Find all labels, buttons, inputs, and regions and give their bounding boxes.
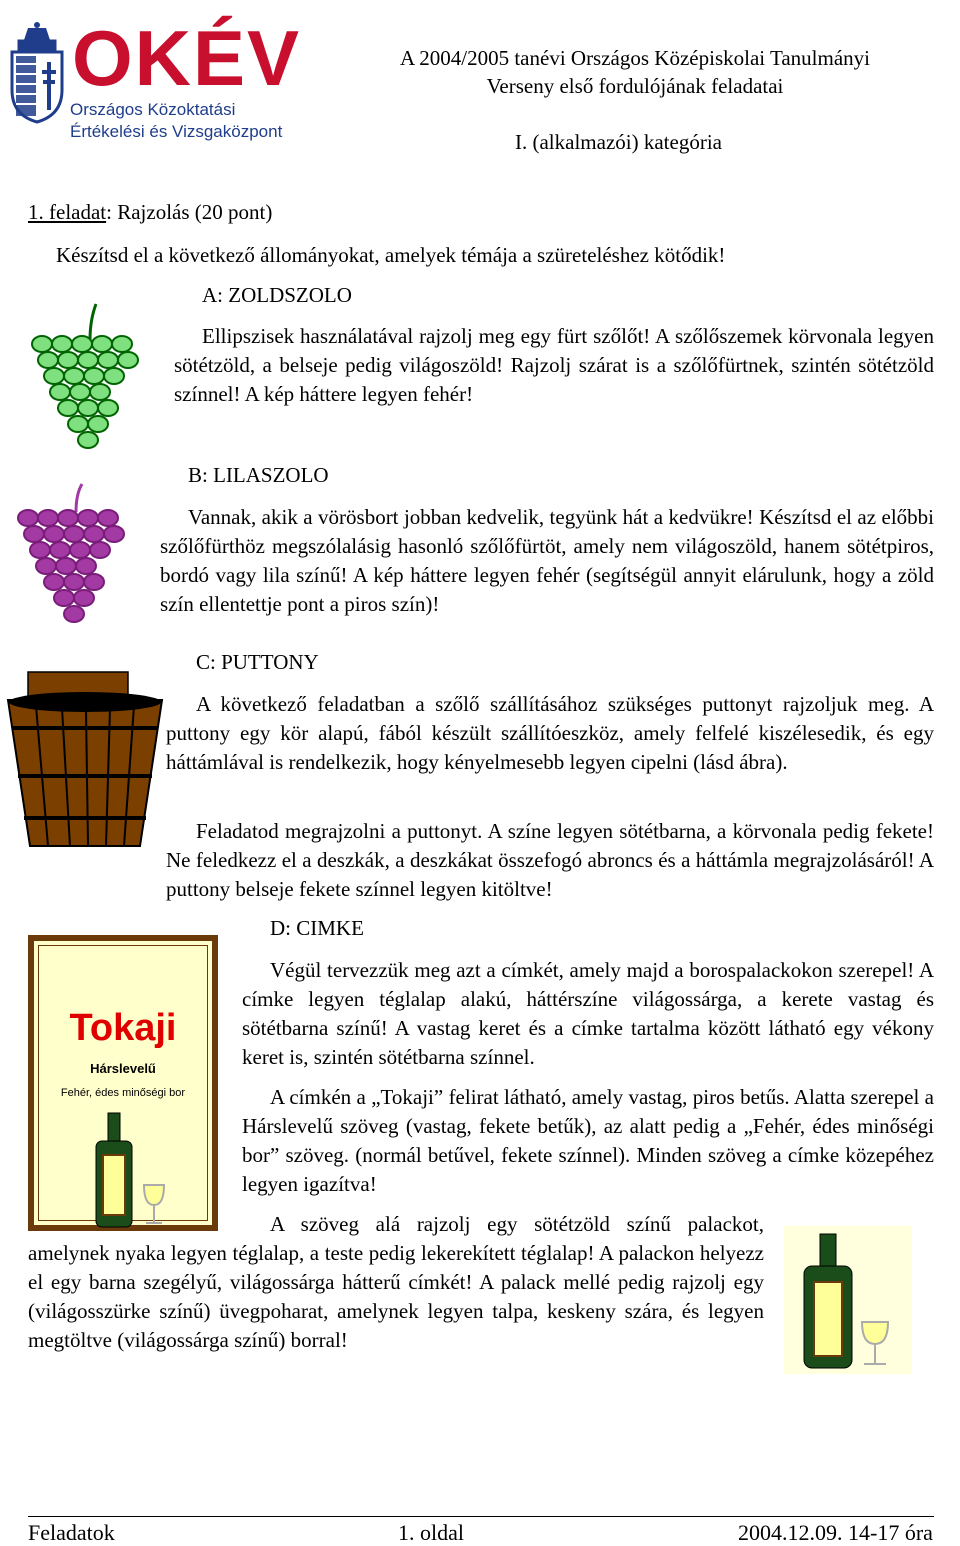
grape-berry [44, 574, 64, 590]
barrel-image [6, 670, 166, 850]
grape-berry [112, 336, 132, 352]
grape-berry [30, 542, 50, 558]
grape-berry [98, 352, 118, 368]
grape-berry [24, 526, 44, 542]
grape-berry [18, 510, 38, 526]
section-c-text2: Feladatod megrajzolni a puttonyt. A színe legyen sötétbarna, a körvonala pedig fekete! Ne feledkezz el a deszkák, a deszkákat összefogó abroncs és a háttámla megrajzolásáról! A puttony belseje fekete színnel legyen kitöltve! [166, 819, 934, 901]
section-c-text: A következő feladatban a szőlő szállításához szükséges puttonyt rajzoljuk meg. A puttony egy kör alapú, fából készült szállítóeszköz, amely felfelé kiszélesedik, és egy háttámlával is rendelkezik, hogy kényelmesebb legyen cipelni (lásd ábra). [166, 692, 934, 774]
label-image [28, 935, 218, 1231]
grape-berry [68, 416, 88, 432]
task-title [28, 200, 272, 225]
grape-berry [32, 336, 52, 352]
grape-berry [44, 526, 64, 542]
grape-berry [104, 368, 124, 384]
grape-berry [70, 542, 90, 558]
grape-berry [58, 352, 78, 368]
grape-berry [78, 510, 98, 526]
grape-berry [92, 336, 112, 352]
label-desc: Fehér, édes minőségi bor [60, 1087, 186, 1099]
grape-berry [64, 368, 84, 384]
grape-berry [36, 558, 56, 574]
grape-berry [118, 352, 138, 368]
grape-berry [98, 510, 118, 526]
grape-berry [64, 574, 84, 590]
grape-berry [56, 558, 76, 574]
grape-berry [54, 590, 74, 606]
section-d-heading: D: CIMKE [270, 916, 364, 940]
grape-berry [64, 606, 84, 622]
header-title [340, 44, 930, 100]
grape-berry [76, 558, 96, 574]
coat-of-arms-icon [8, 20, 66, 125]
header-category: I. (alkalmazói) kategória [515, 130, 722, 154]
grape-berry [38, 510, 58, 526]
section-a-text: Ellipszisek használatával rajzolj meg egy fürt szőlőt! A szőlőszemek körvonala legyen sötétzöld, a belseje pedig világoszöld! Rajzolj szárat is a szőlőfürtnek, szintén sötétzöld színnel! A kép háttere legyen fehér! [174, 324, 934, 406]
grape-berry [104, 526, 124, 542]
grape-berry [84, 526, 104, 542]
logo-line2: Értékelési és Vizsgaközpont [70, 122, 283, 141]
label-brand: Tokaji [69, 1007, 177, 1049]
grape-berry [52, 336, 72, 352]
grape-berry [50, 384, 70, 400]
grape-berry [64, 526, 84, 542]
task-title-rest: : Rajzolás (20 pont) [106, 200, 273, 224]
section-d-text2: A címkén a „Tokaji” felirat látható, amely vastag, piros betűs. Alatta szerepel a Hárslevelű szöveg (vastag, fekete betűk), az alatt pedig a „Fehér, édes minőségi bor” szöveg. (normál betűvel, fekete színnel). Minden szöveg a címke közepéhez legyen igazítva! [242, 1085, 934, 1196]
header-title-line2: Verseny első fordulójának feladatai [486, 74, 784, 98]
label-variety: Hárslevelű [90, 1061, 156, 1076]
grape-berry [50, 542, 70, 558]
footer-rule [28, 1516, 934, 1517]
grape-berry [78, 400, 98, 416]
section-c-heading: C: PUTTONY [196, 650, 319, 674]
footer-right: 2004.12.09. 14-17 óra [738, 1520, 933, 1545]
grape-berry [78, 352, 98, 368]
grape-berry [58, 510, 78, 526]
task-intro: Készítsd el a következő állományokat, amelyek témája a szüreteléshez kötődik! [56, 243, 726, 267]
section-d-text3: A szöveg alá rajzolj egy sötétzöld színű palackot, amelynek nyaka legyen téglalap, a teste pedig lekerekített téglalap! A palackon helyezz el egy barna szegélyű, világossárga hátterű címkét! A palack mellé pedig rajzolj egy (világosszürke színű) üvegpoharat, amelynek legyen talpa, keskeny szára, és legyen megtöltve (világossárga színű) borral! [28, 1212, 764, 1352]
footer-left: Feladatok [28, 1520, 115, 1545]
logo-line1: Országos Közoktatási [70, 100, 236, 119]
task-label: 1. feladat [28, 200, 107, 224]
grape-berry [38, 352, 58, 368]
grape-berry [78, 432, 98, 448]
grape-berry [98, 400, 118, 416]
grape-berry [90, 542, 110, 558]
grape-berry [58, 400, 78, 416]
grape-berry [72, 336, 92, 352]
section-d-text: Végül tervezzük meg azt a címkét, amely majd a borospalackokon szerepel! A címke legyen téglalap alakú, háttérszíne világossárga, a kerete vastag és sötétbarna színű! A vastag keret és a címke tartalma között látható egy vékony keret is, szintén sötétbarna színnel. [242, 958, 934, 1069]
bottle-glass-image [784, 1226, 912, 1374]
grape-berry [44, 368, 64, 384]
okev-logo [8, 14, 308, 154]
grape-berry [88, 416, 108, 432]
section-b-text: Vannak, akik a vörösbort jobban kedvelik, tegyünk hát a kedvükre! Készítsd el az előbbi szőlőfürthöz megszólalásig hasonló szőlőfürtöt, amely nem világoszöld, hanem sötétpiros, bordó vagy lila színű! A kép háttere legyen fehér (segítségül annyit elárulunk, hogy a zöld szín ellentettje pont a piros szín)! [160, 505, 934, 616]
purple-grape-image [14, 482, 134, 642]
grape-berry [74, 590, 94, 606]
section-b-heading: B: LILASZOLO [188, 463, 329, 487]
header-title-line1: A 2004/2005 tanévi Országos Középiskolai Tanulmányi [400, 46, 870, 70]
section-a-heading: A: ZOLDSZOLO [202, 283, 352, 307]
logo-wordmark: OKÉV [72, 14, 302, 102]
grape-berry [70, 384, 90, 400]
grape-berry [90, 384, 110, 400]
green-grape-image [28, 300, 148, 460]
grape-berry [84, 368, 104, 384]
grape-berry [84, 574, 104, 590]
footer-center: 1. oldal [398, 1520, 464, 1545]
